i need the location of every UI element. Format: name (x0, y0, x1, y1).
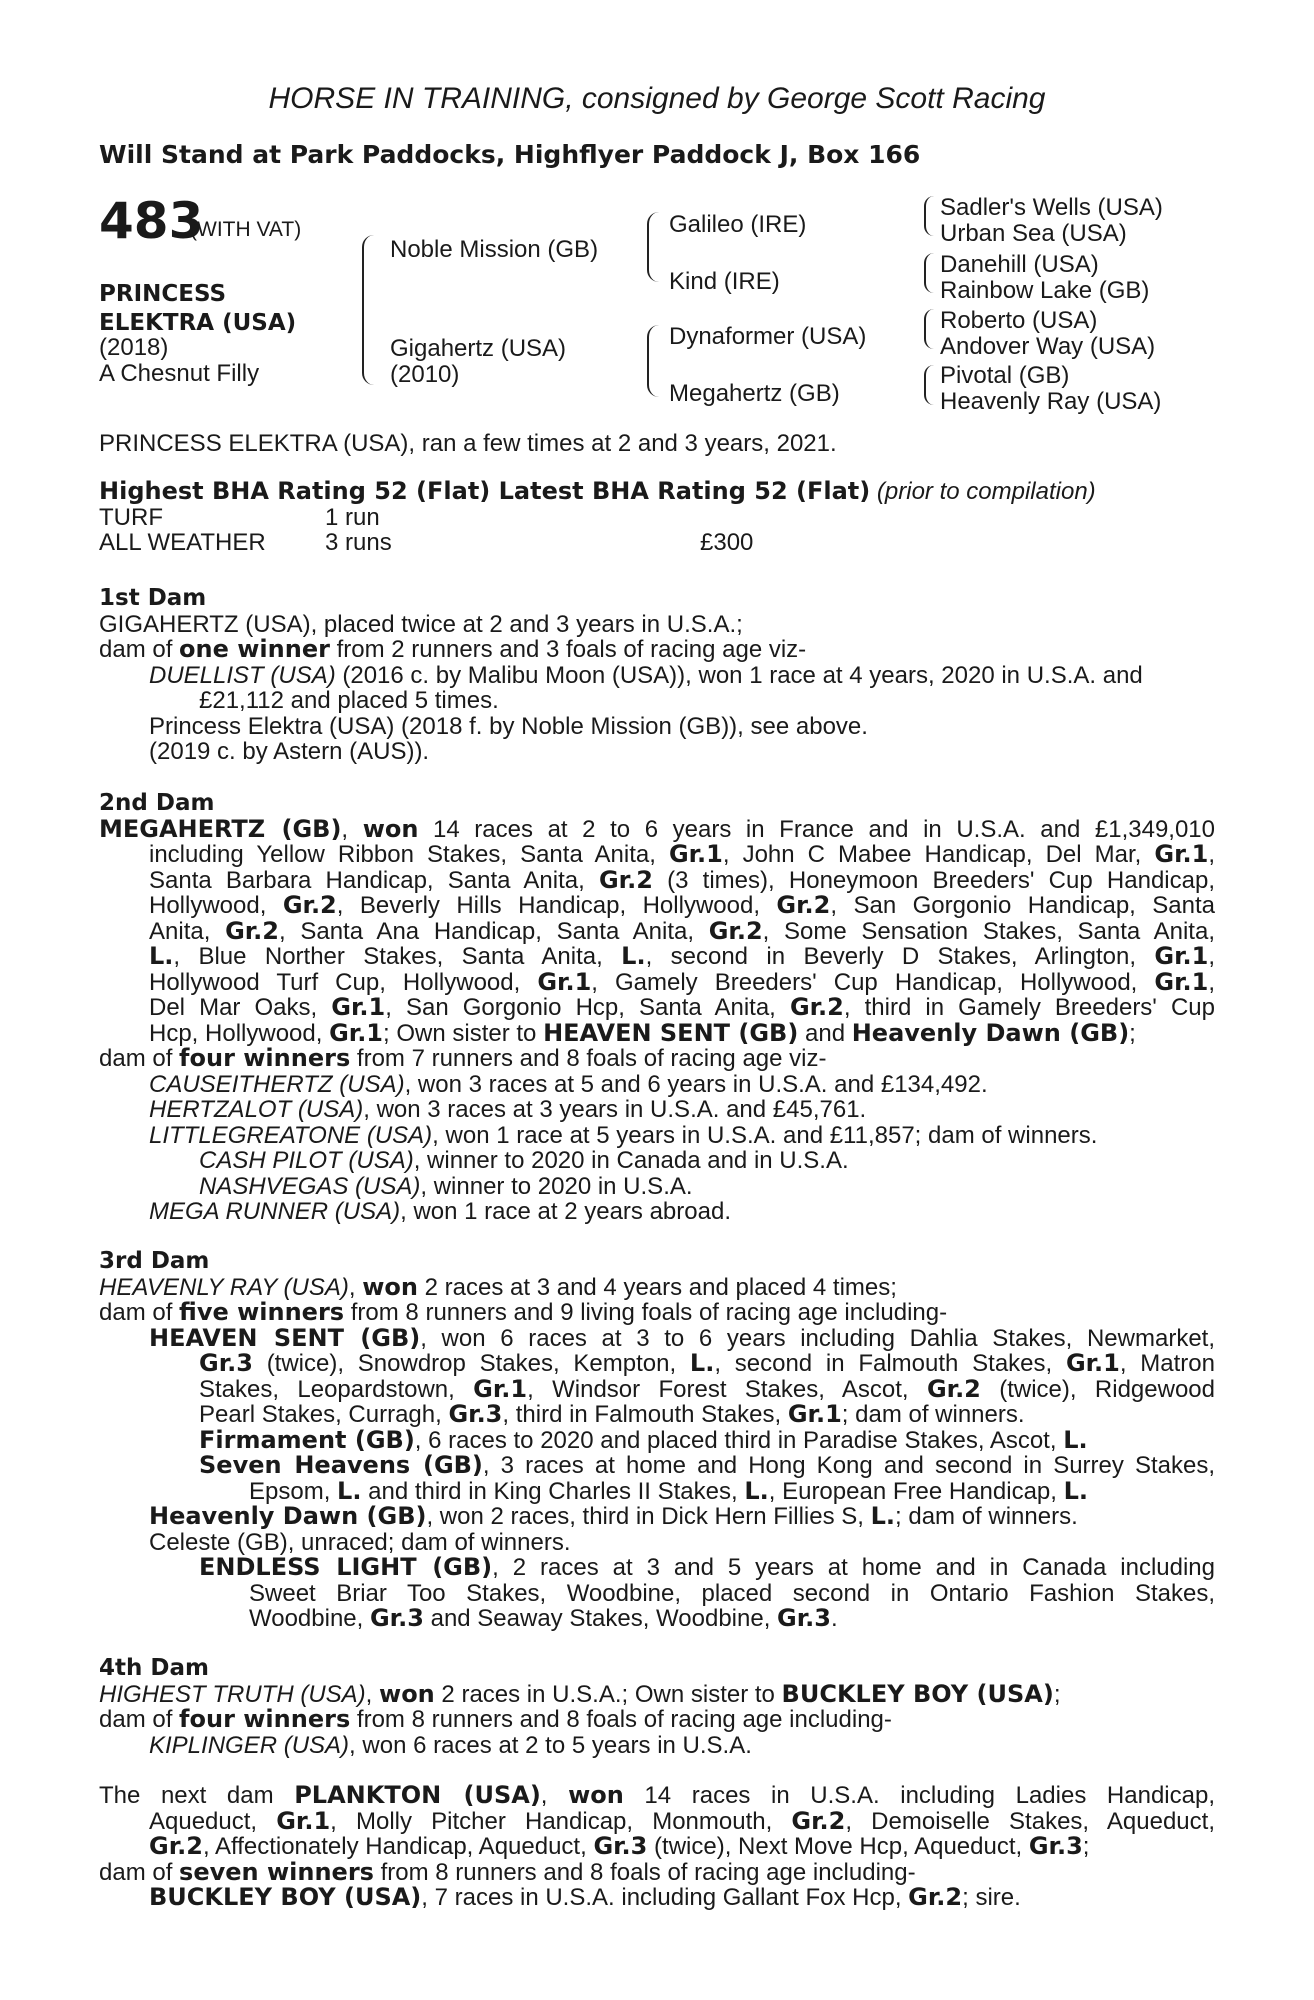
rating-block (99, 479, 1215, 556)
first-dam-heading: 1st Dam (99, 585, 207, 611)
next-dam-line: Aqueduct, Gr.1, Molly Pitcher Handicap, Monmouth, Gr.2, Demoiselle Stakes, Aqueduct, (149, 1806, 1215, 1835)
next-dam-line: Gr.2, Affectionately Handicap, Aqueduct, Gr.3 (twice), Next Move Hcp, Aqueduct, Gr.3; (149, 1832, 1090, 1860)
megahertz-record-line: Hollywood Turf Cup, Hollywood, Gr.1, Gamely Breeders' Cup Handicap, Hollywood, Gr.1, (149, 967, 1215, 996)
next-dam-lines (99, 1783, 1215, 1911)
aw-runs: 3 runs (325, 529, 392, 556)
pedigree-dam: Gigahertz (USA) (390, 335, 567, 362)
pedigree-sire-dam: Kind (IRE) (669, 268, 780, 295)
horse-name (99, 280, 339, 338)
third-dam-line: Celeste (GB), unraced; dam of winners. (149, 1528, 571, 1556)
vat-note: (WITH VAT) (190, 218, 302, 241)
duellist-line: DUELLIST (USA) (2016 c. by Malibu Moon (USA)), won 1 race at 4 years, 2020 in U.S.A. and (149, 661, 1143, 689)
third-dam-line: dam of five winners from 8 runners and 9 living foals of racing age including- (99, 1298, 948, 1326)
turf-row (99, 505, 1215, 531)
rating-note: (prior to compilation) (876, 478, 1096, 505)
sire-line-brace (647, 212, 659, 282)
second-dam-section (99, 791, 1215, 1225)
fourth-dam-lines (99, 1679, 1215, 1759)
progeny-line: NASHVEGAS (USA), winner to 2020 in U.S.A. (199, 1172, 693, 1200)
third-dam-section (99, 1249, 1215, 1632)
third-dam-line: HEAVENLY RAY (USA), won 2 races at 3 and 4 years and placed 4 times; (99, 1272, 897, 1301)
brace-g3-2 (924, 253, 934, 293)
brace-g3-4 (924, 365, 934, 405)
third-dam-line: Firmament (GB), 6 races to 2020 and placed third in Paradise Stakes, Ascot, L. (199, 1425, 1088, 1454)
next-dam-line: The next dam PLANKTON (USA), won 14 races in U.S.A. including Ladies Handicap, (99, 1781, 1215, 1809)
megahertz-record-line: Del Mar Oaks, Gr.1, San Gorgonio Hcp, Santa Anita, Gr.2, third in Gamely Breeders' Cup (149, 993, 1215, 1021)
aw-prize: £300 (700, 529, 754, 556)
princess-elektra-line: Princess Elektra (USA) (2018 f. by Noble Mission (GB)), see above. (149, 712, 868, 740)
third-dam-line: Pearl Stakes, Curragh, Gr.3, third in Falmouth Stakes, Gr.1; dam of winners. (199, 1400, 1025, 1428)
first-dam-produce-line: dam of one winner from 2 runners and 3 foals of racing age viz- (99, 635, 807, 663)
third-dam-line: Sweet Briar Too Stakes, Woodbine, placed second in Ontario Fashion Stakes, (249, 1579, 1215, 1607)
third-dam-line: Epsom, L. and third in King Charles II Stakes, L., European Free Handicap, L. (249, 1476, 1089, 1505)
fourth-dam-section (99, 1656, 1215, 1758)
stand-location: Will Stand at Park Paddocks, Highflyer Paddock J, Box 166 (99, 140, 921, 169)
turf-runs: 1 run (325, 503, 380, 531)
fourth-dam-heading: 4th Dam (99, 1655, 209, 1681)
progeny-line: MEGA RUNNER (USA), won 1 race at 2 years abroad. (149, 1198, 731, 1225)
brace-g3-1 (924, 196, 934, 236)
megahertz-record-line: L., Blue Norther Stakes, Santa Anita, L., second in Beverly D Stakes, Arlington, Gr.1, (149, 942, 1215, 970)
dam-line-brace (647, 325, 659, 397)
sire-dam-brace (362, 235, 374, 385)
megahertz-record (99, 814, 1216, 1047)
megahertz-record-line: MEGAHERTZ (GB), won 14 races at 2 to 6 years in France and in U.S.A. and £1,349,010 (99, 814, 1216, 843)
race-summary (99, 431, 837, 457)
megahertz-record-line: Santa Barbara Handicap, Santa Anita, Gr.2 (3 times), Honeymoon Breeders' Cup Handicap, (149, 865, 1215, 894)
pedigree-dam-year: (2010) (390, 361, 460, 388)
first-dam-line: GIGAHERTZ (USA), placed twice at 2 and 3 years in U.S.A.; (99, 610, 743, 638)
pedigree-sss: Sadler's Wells (USA) (940, 194, 1163, 221)
pedigree-ddd: Heavenly Ray (USA) (940, 388, 1162, 415)
fourth-dam-line: dam of four winners from 8 runners and 8 foals of racing age including- (99, 1705, 892, 1733)
pedigree-dss: Roberto (USA) (940, 307, 1098, 334)
pedigree-sire-sire: Galileo (IRE) (669, 211, 807, 238)
megahertz-record-line: Anita, Gr.2, Santa Ana Handicap, Santa Anita, Gr.2, Some Sensation Stakes, Santa Anita, (149, 916, 1215, 945)
consignor-heading: HORSE IN TRAINING, consigned by George Scott Racing (268, 82, 1046, 115)
pedigree-sdd: Rainbow Lake (GB) (940, 277, 1150, 304)
astern-colt-line: (2019 c. by Astern (AUS)). (149, 738, 430, 765)
all-weather-row (99, 530, 1215, 556)
first-dam-section (99, 586, 1215, 765)
megahertz-record-line: Hcp, Hollywood, Gr.1; Own sister to HEAVEN SENT (GB) and Heavenly Dawn (GB); (149, 1018, 1136, 1047)
lot-number: 483 (99, 192, 204, 250)
megahertz-record-line: Hollywood, Gr.2, Beverly Hills Handicap, Hollywood, Gr.2, San Gorgonio Handicap, Santa (149, 891, 1215, 919)
pedigree-sds: Danehill (USA) (940, 251, 1099, 278)
second-dam-heading: 2nd Dam (99, 790, 215, 816)
third-dam-line: HEAVEN SENT (GB), won 6 races at 3 to 6 years including Dahlia Stakes, Newmarket, (149, 1323, 1216, 1352)
megahertz-record-line: including Yellow Ribbon Stakes, Santa Anita, Gr.1, John C Mabee Handicap, Del Mar, Gr.1, (149, 840, 1215, 868)
next-dam-section (99, 1783, 1215, 1911)
pedigree-block (99, 190, 1215, 430)
next-dam-line: BUCKLEY BOY (USA), 7 races in U.S.A. including Gallant Fox Hcp, Gr.2; sire. (149, 1883, 1021, 1911)
megahertz-progeny (99, 1046, 1215, 1225)
brace-g3-3 (924, 309, 934, 349)
pedigree-dam-sire: Dynaformer (USA) (669, 323, 867, 350)
horse-description: A Chesnut Filly (99, 360, 260, 387)
fourth-dam-line: HIGHEST TRUTH (USA), won 2 races in U.S.A.; Own sister to BUCKLEY BOY (USA); (99, 1679, 1061, 1708)
third-dam-line: Seven Heavens (GB), 3 races at home and Hong Kong and second in Surrey Stakes, (199, 1451, 1216, 1479)
third-dam-heading: 3rd Dam (99, 1248, 210, 1274)
progeny-line: LITTLEGREATONE (USA), won 1 race at 5 years in U.S.A. and £11,857; dam of winners. (149, 1121, 1098, 1149)
pedigree-ssd: Urban Sea (USA) (940, 220, 1127, 247)
pedigree-dds: Pivotal (GB) (940, 362, 1070, 389)
third-dam-line: Woodbine, Gr.3 and Seaway Stakes, Woodbine, Gr.3. (249, 1604, 838, 1632)
aw-label: ALL WEATHER (99, 529, 266, 556)
pedigree-sire: Noble Mission (GB) (390, 236, 599, 263)
third-dam-line: Stakes, Leopardstown, Gr.1, Windsor Forest Stakes, Ascot, Gr.2 (twice), Ridgewood (199, 1374, 1215, 1403)
summary-line: PRINCESS ELEKTRA (USA), ran a few times at 2 and 3 years, 2021. (99, 430, 837, 457)
duellist-line-cont: £21,112 and placed 5 times. (199, 687, 499, 714)
horse-name-line-2: ELEKTRA (USA) (99, 310, 297, 336)
rating-bold: Highest BHA Rating 52 (Flat) Latest BHA Rating 52 (Flat) (99, 477, 871, 505)
horse-name-line-1: PRINCESS (99, 281, 227, 307)
third-dam-line: Gr.3 (twice), Snowdrop Stakes, Kempton, L., second in Falmouth Stakes, Gr.1, Matron (199, 1349, 1215, 1377)
third-dam-lines (99, 1272, 1216, 1632)
next-dam-line: dam of seven winners from 8 runners and 8 foals of racing age including- (99, 1857, 916, 1886)
pedigree-dsd: Andover Way (USA) (940, 333, 1156, 360)
horse-year: (2018) (99, 334, 169, 361)
progeny-line: CAUSEITHERTZ (USA), won 3 races at 5 and 6 years in U.S.A. and £134,492. (149, 1070, 988, 1098)
pedigree-dam-dam: Megahertz (GB) (669, 380, 840, 407)
progeny-line: CASH PILOT (USA), winner to 2020 in Canada and in U.S.A. (199, 1147, 849, 1174)
third-dam-line: ENDLESS LIGHT (GB), 2 races at 3 and 5 years at home and in Canada including (199, 1553, 1215, 1581)
progeny-line: HERTZALOT (USA), won 3 races at 3 years in U.S.A. and £45,761. (149, 1096, 867, 1123)
megahertz-produce-line: dam of four winners from 7 runners and 8 foals of racing age viz- (99, 1044, 827, 1072)
third-dam-line: Heavenly Dawn (GB), won 2 races, third in Dick Hern Fillies S, L.; dam of winners. (149, 1502, 1078, 1530)
fourth-dam-line: KIPLINGER (USA), won 6 races at 2 to 5 years in U.S.A. (149, 1731, 752, 1759)
turf-label: TURF (99, 503, 163, 531)
